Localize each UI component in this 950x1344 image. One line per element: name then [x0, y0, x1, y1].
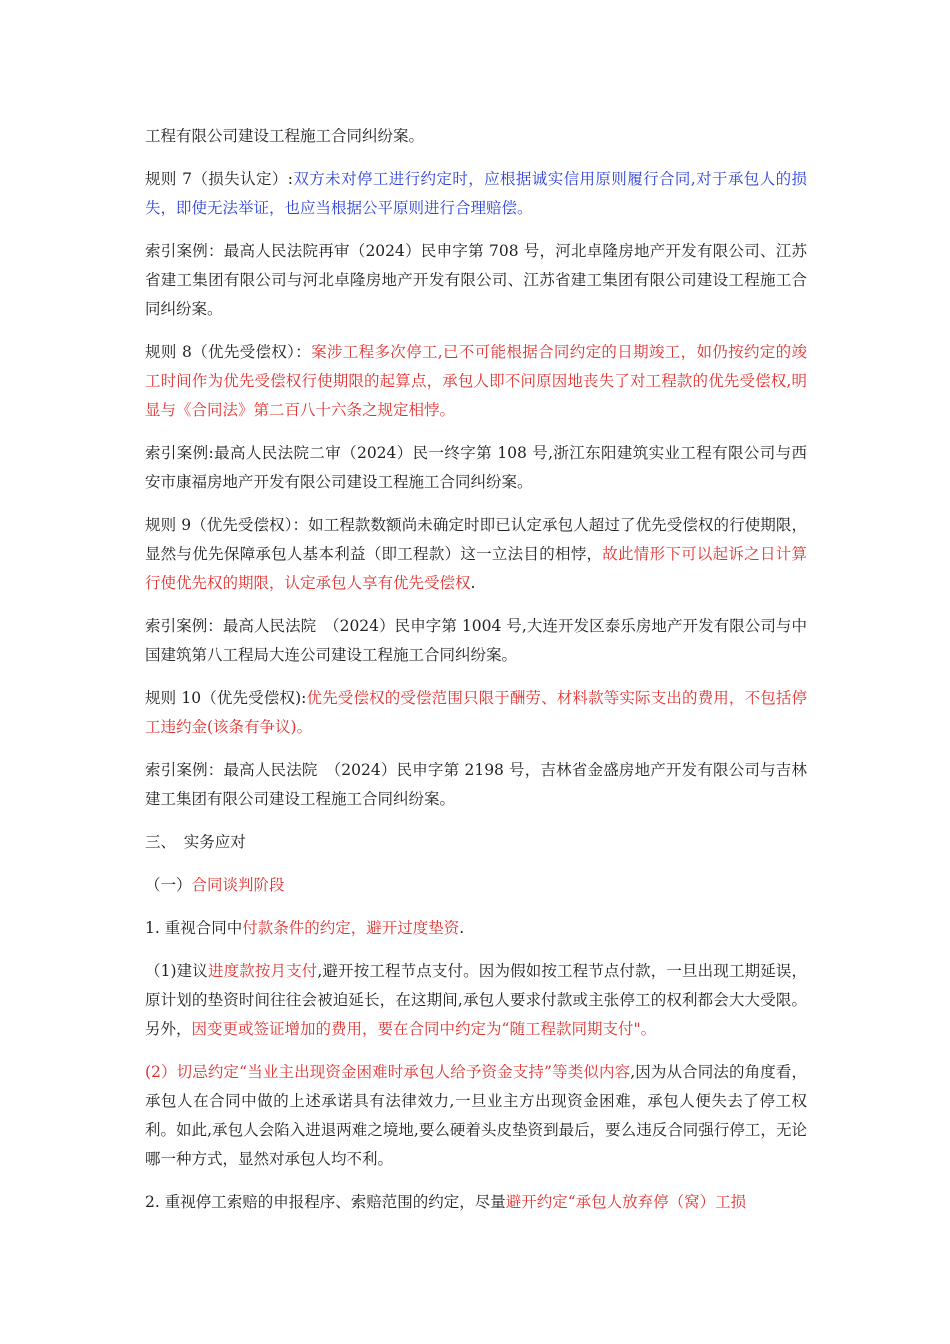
text-highlight: 因变更或签证增加的费用，要在合同中约定为“随工程款同期支付"。 — [191, 1020, 657, 1038]
paragraph-case-tail — [145, 122, 807, 151]
paragraph-case-1004 — [145, 612, 807, 670]
rule-label: 规则 9（优先受偿权）：如工程款数额尚未确定时即已认定承包人超过了优先受偿权的行使期限，显然与优先保障承包人基本利益（即工程款）这一立法目的相悖， — [145, 516, 807, 563]
paragraph-rule-7 — [145, 165, 807, 223]
text-highlight: (2）切忌约定“当业主出现资金困难时承包人给予资金支持”等类似内容 — [145, 1063, 631, 1081]
rule-text-highlight: 案涉工程多次停工,已不可能根据合同约定的日期竣工，如仍按约定的竣工时间作为优先受偿权行使期限的起算点，承包人即不问原因地丧失了对工程款的优先受偿权,明显与《合同法》第二百八十六条之规定相悖。 — [145, 343, 807, 419]
paragraph-rule-10 — [145, 684, 807, 742]
text-highlight: 避开约定“承包人放弃停（窝）工损 — [505, 1193, 747, 1211]
rule-label: 规则 8（优先受偿权）： — [145, 343, 312, 361]
text: 索引案例：最高人民法院 （2024）民申字第 1004 号,大连开发区泰乐房地产开发有限公司与中国建筑第八工程局大连公司建设工程施工合同纠纷案。 — [145, 617, 807, 664]
rule-text-highlight: 双方未对停工进行约定时，应根据诚实信用原则履行合同,对于承包人的损失，即使无法举证，也应当根据公平原则进行合理赔偿。 — [145, 170, 807, 217]
paragraph-rule-8 — [145, 338, 807, 425]
text: 索引案例：最高人民法院再审（2024）民申字第 708 号，河北卓隆房地产开发有限公司、江苏省建工集团有限公司与河北卓隆房地产开发有限公司、江苏省建工集团有限公司建设工程施工合同纠纷案。 — [145, 242, 807, 318]
document-body — [145, 122, 807, 1231]
paragraph-item-2 — [145, 1188, 807, 1217]
text-end: . — [470, 574, 476, 592]
heading-prefix: （一） — [145, 876, 192, 894]
text: ,避开按工程节点支付。因为假如按工程节点付款，一旦出现工期延误，原计划的垫资时间往往会被迫延长，在这期间,承包人要求付款或主张停工的权利都会大大受限。另外， — [145, 962, 807, 1038]
text: 索引案例:最高人民法院二审（2024）民一终字第 108 号,浙江东阳建筑实业工程有限公司与西安市康福房地产开发有限公司建设工程施工合同纠纷案。 — [145, 444, 807, 491]
text-highlight: 进度款按月支付 — [207, 962, 318, 980]
text: 1. 重视合同中 — [145, 919, 243, 937]
paragraph-case-708 — [145, 237, 807, 324]
text-end: . — [459, 919, 465, 937]
text: 工程有限公司建设工程施工合同纠纷案。 — [145, 127, 425, 145]
subsection-heading — [145, 871, 807, 900]
paragraph-item-1 — [145, 914, 807, 943]
paragraph-case-2198 — [145, 756, 807, 814]
paragraph-item-1-1 — [145, 957, 807, 1044]
text: 索引案例：最高人民法院 （2024）民申字第 2198 号，吉林省金盛房地产开发有限公司与吉林建工集团有限公司建设工程施工合同纠纷案。 — [145, 761, 807, 808]
text: ,因为从合同法的角度看，承包人在合同中做的上述承诺具有法律效力,一旦业主方出现资金困难，承包人便失去了停工权利。如此,承包人会陷入进退两难之境地,要么硬着头皮垫资到最后，要么违反合同强行停工，无论哪一种方式，显然对承包人均不利。 — [145, 1063, 807, 1168]
text: 2. 重视停工索赔的申报程序、索赔范围的约定，尽量 — [145, 1193, 506, 1211]
paragraph-rule-9 — [145, 511, 807, 598]
rule-label: 规则 7（损失认定）: — [145, 170, 293, 188]
paragraph-case-108 — [145, 439, 807, 497]
section-heading — [145, 828, 807, 857]
heading-text: 三、 实务应对 — [145, 833, 246, 851]
paragraph-item-1-2 — [145, 1058, 807, 1174]
text: （1)建议 — [145, 962, 208, 980]
rule-label: 规则 10（优先受偿权): — [145, 689, 307, 707]
text-highlight: 付款条件的约定，避开过度垫资 — [242, 919, 460, 937]
rule-text-highlight: 故此情形下可以起诉之日计算行使优先权的期限，认定承包人享有优先受偿权 — [145, 545, 807, 592]
rule-text-highlight: 优先受偿权的受偿范围只限于酬劳、材料款等实际支出的费用，不包括停工违约金(该条有争议)。 — [145, 689, 807, 736]
heading-highlight: 合同谈判阶段 — [191, 876, 285, 894]
